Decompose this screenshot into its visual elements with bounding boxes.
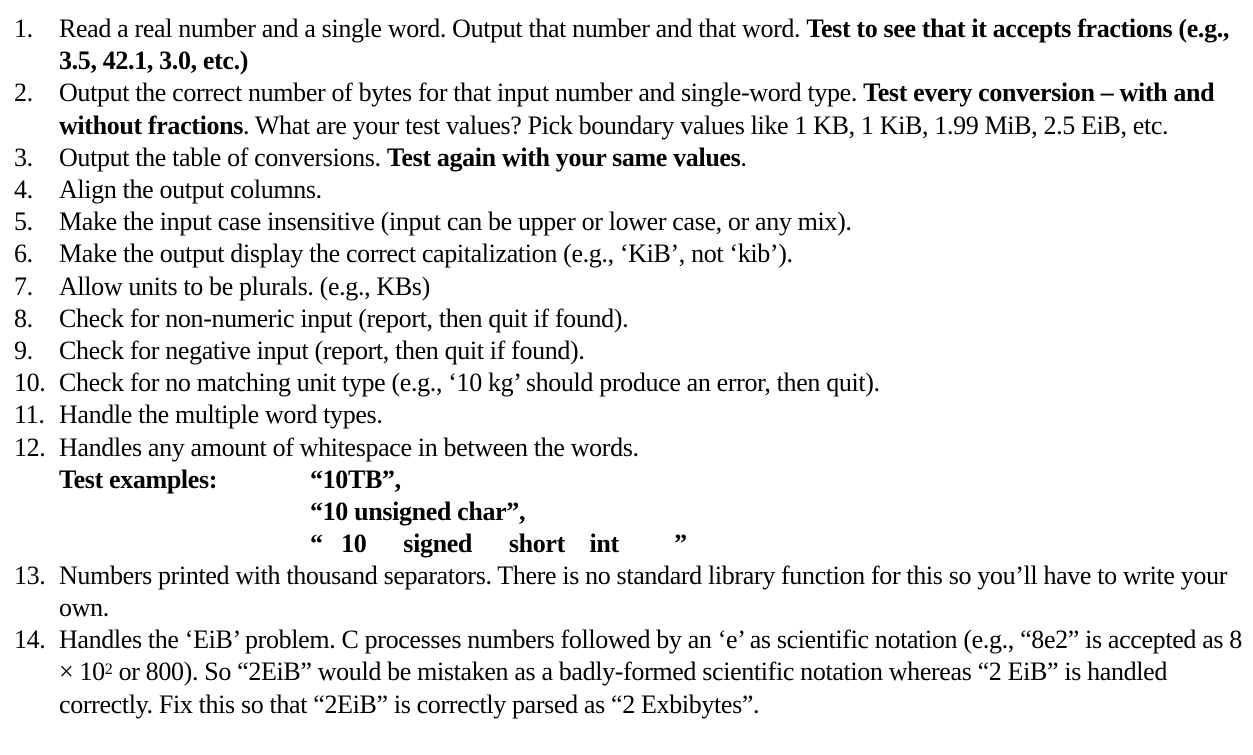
superscript-exponent: 2 bbox=[104, 661, 113, 679]
list-item-2 bbox=[14, 77, 1250, 141]
test-examples-label: Test examples: bbox=[59, 464, 218, 494]
item-emphasis: Test again with your same values bbox=[386, 142, 741, 172]
item-number: 3. bbox=[14, 142, 33, 172]
list-item-14 bbox=[14, 624, 1250, 721]
item-text: Read a real number and a single word. Output that number and that word. bbox=[59, 14, 807, 43]
list-item-10 bbox=[14, 367, 1250, 399]
test-examples bbox=[59, 464, 1250, 560]
item-text: Handles any amount of whitespace in between the words. bbox=[59, 432, 639, 462]
item-text-continued: or 800). So “2EiB” would be mistaken as a badly-formed scientific notation whereas “2 EiB” is handled correctly. Fix this so that “2EiB” is correctly parsed as “2 Exbibytes”. bbox=[59, 657, 1167, 719]
list-item-13 bbox=[14, 560, 1250, 624]
item-number: 9. bbox=[14, 336, 33, 366]
requirements-list bbox=[14, 13, 1250, 721]
test-example: “10 unsigned char”, bbox=[310, 496, 526, 526]
item-text: Handles the ‘EiB’ problem. C processes numbers followed by an ‘e’ as scientific notation (e.g., “8e2” is accepted as 8 × 10 bbox=[59, 625, 1242, 687]
list-item-6 bbox=[14, 238, 1250, 270]
item-number: 10. bbox=[14, 368, 46, 398]
item-text: Check for non-numeric input (report, then quit if found). bbox=[59, 303, 629, 333]
list-item-5 bbox=[14, 206, 1250, 238]
item-text: Numbers printed with thousand separators. There is no standard library function for this so you’ll have to write your own. bbox=[59, 560, 1228, 623]
list-item-12 bbox=[14, 432, 1250, 560]
list-item-1 bbox=[14, 13, 1250, 77]
item-number: 14. bbox=[14, 625, 46, 655]
item-number: 11. bbox=[14, 400, 45, 430]
list-item-4 bbox=[14, 174, 1250, 206]
item-number: 12. bbox=[14, 432, 46, 462]
item-emphasis: Test every conversion – with and without fractions bbox=[59, 78, 1215, 140]
item-text: Output the correct number of bytes for that input number and single-word type. bbox=[59, 78, 864, 108]
item-text: Allow units to be plurals. (e.g., KBs) bbox=[59, 271, 430, 301]
item-text-continued: . bbox=[740, 142, 747, 172]
item-number: 6. bbox=[14, 239, 33, 269]
item-emphasis: Test to see that it accepts fractions (e.g., 3.5, 42.1, 3.0, etc.) bbox=[59, 14, 1230, 76]
list-item-9 bbox=[14, 335, 1250, 367]
item-number: 8. bbox=[14, 303, 33, 333]
item-number: 4. bbox=[14, 175, 33, 205]
list-item-7 bbox=[14, 271, 1250, 303]
item-text: Check for negative input (report, then quit if found). bbox=[59, 336, 585, 366]
item-text: Handle the multiple word types. bbox=[59, 400, 383, 430]
item-text: Make the output display the correct capitalization (e.g., ‘KiB’, not ‘kib’). bbox=[59, 239, 793, 269]
item-text-continued: . What are your test values? Pick boundary values like 1 KB, 1 KiB, 1.99 MiB, 2.5 EiB, etc. bbox=[243, 110, 1169, 140]
list-item-11 bbox=[14, 399, 1250, 431]
item-text: Output the table of conversions. bbox=[59, 142, 387, 172]
item-number: 2. bbox=[14, 78, 33, 108]
item-text: Align the output columns. bbox=[59, 175, 322, 205]
list-item-3 bbox=[14, 142, 1250, 174]
test-example: “10TB”, bbox=[310, 464, 401, 494]
item-number: 7. bbox=[14, 271, 33, 301]
item-number: 1. bbox=[14, 14, 33, 43]
item-text: Check for no matching unit type (e.g., ‘10 kg’ should produce an error, then quit). bbox=[59, 368, 880, 398]
list-item-8 bbox=[14, 303, 1250, 335]
item-text: Make the input case insensitive (input can be upper or lower case, or any mix). bbox=[59, 207, 852, 237]
test-example: “ 10 signed short int ” bbox=[310, 528, 687, 558]
item-number: 13. bbox=[14, 560, 46, 590]
item-number: 5. bbox=[14, 207, 33, 237]
